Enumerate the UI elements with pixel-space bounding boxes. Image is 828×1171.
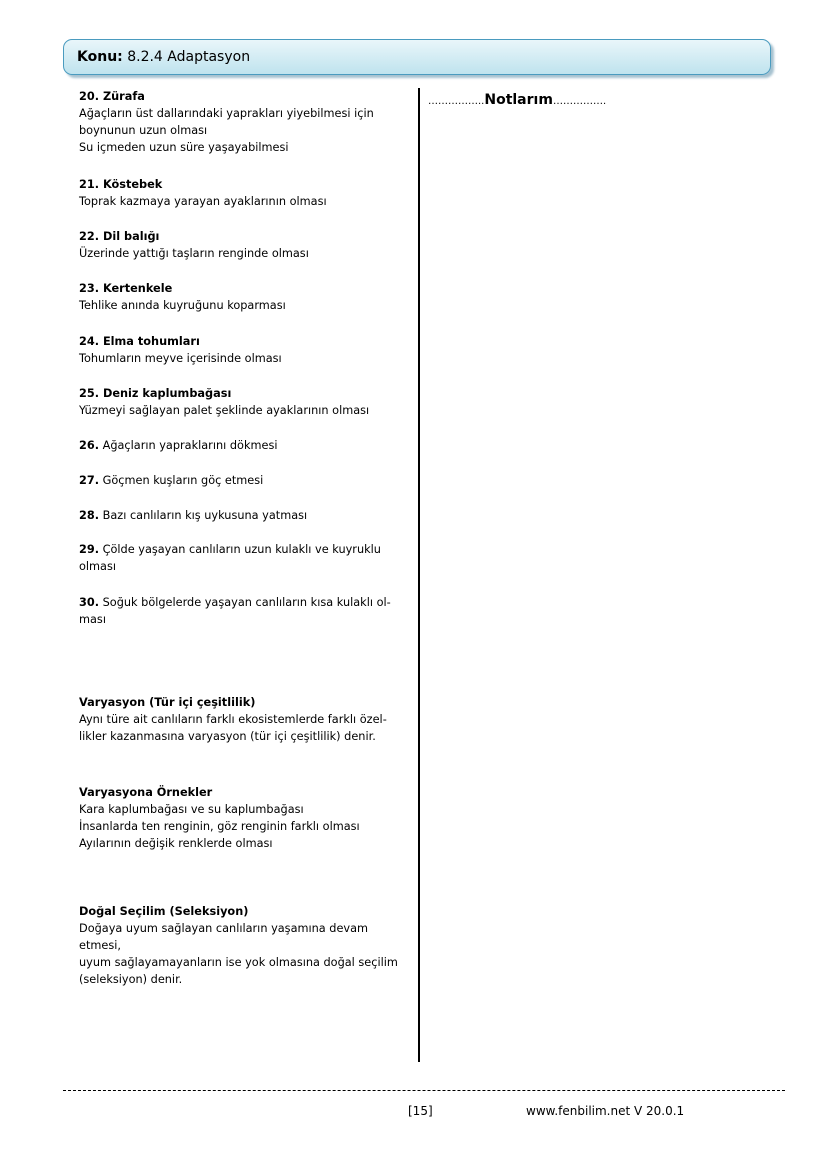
item-line: olması xyxy=(79,560,117,573)
topic-title xyxy=(77,48,250,66)
section-line: İnsanlarda ten renginin, göz renginin farklı olması xyxy=(79,820,360,833)
section-line: (seleksiyon) denir. xyxy=(79,973,183,986)
list-item xyxy=(79,280,409,314)
notes-heading xyxy=(428,91,606,111)
item-line: Ağaçların üst dallarındaki yaprakları yiyebilmesi için xyxy=(79,107,374,120)
item-number: 26. xyxy=(79,439,100,452)
item-title: 22. Dil balığı xyxy=(79,230,160,243)
section-variation xyxy=(79,694,409,745)
column-divider xyxy=(418,88,420,1062)
section-line: likler kazanmasına varyasyon (tür içi çeşitlilik) denir. xyxy=(79,730,376,743)
section-title: Varyasyona Örnekler xyxy=(79,786,213,799)
item-line: Su içmeden uzun süre yaşayabilmesi xyxy=(79,141,289,154)
item-title: 21. Köstebek xyxy=(79,178,163,191)
item-text: Ağaçların yapraklarını dökmesi xyxy=(102,439,278,452)
item-title: 25. Deniz kaplumbağası xyxy=(79,387,232,400)
topic-header xyxy=(63,39,771,75)
section-line: uyum sağlayamayanların ise yok olmasına doğal seçilim xyxy=(79,956,398,969)
list-item xyxy=(79,228,409,262)
section-line: Doğaya uyum sağlayan canlıların yaşamına devam etmesi, xyxy=(79,922,369,952)
item-text: Soğuk bölgelerde yaşayan canlıların kısa kulaklı ol- xyxy=(102,596,391,609)
section-line: Kara kaplumbağası ve su kaplumbağası xyxy=(79,803,304,816)
item-number: 29. xyxy=(79,543,100,556)
list-item xyxy=(79,507,409,524)
section-line: Ayılarının değişik renklerde olması xyxy=(79,837,273,850)
item-number: 28. xyxy=(79,509,100,522)
list-item xyxy=(79,333,409,367)
page-number: [15] xyxy=(408,1104,433,1118)
list-item xyxy=(79,385,409,419)
list-item xyxy=(79,437,409,454)
list-item xyxy=(79,541,409,575)
topic-name: 8.2.4 Adaptasyon xyxy=(127,49,251,65)
topic-label: Konu: xyxy=(77,49,123,65)
item-line: Tehlike anında kuyruğunu koparması xyxy=(79,299,286,312)
item-line: Toprak kazmaya yarayan ayaklarının olması xyxy=(79,195,327,208)
notes-label: Notlarım xyxy=(484,92,553,108)
notes-dots-right: ……………. xyxy=(552,96,607,107)
section-title: Varyasyon (Tür içi çeşitlilik) xyxy=(79,696,256,709)
section-line: Aynı türe ait canlıların farklı ekosistemlerde farklı özel- xyxy=(79,713,387,726)
section-title: Doğal Seçilim (Seleksiyon) xyxy=(79,905,249,918)
item-text: Göçmen kuşların göç etmesi xyxy=(102,474,264,487)
list-item xyxy=(79,472,409,489)
item-title: 23. Kertenkele xyxy=(79,282,173,295)
item-line: Yüzmeyi sağlayan palet şeklinde ayaklarının olması xyxy=(79,404,370,417)
section-natural-selection xyxy=(79,903,409,988)
list-item xyxy=(79,176,409,210)
item-line: ması xyxy=(79,613,106,626)
section-variation-examples xyxy=(79,784,409,852)
item-number: 27. xyxy=(79,474,100,487)
item-title: 20. Zürafa xyxy=(79,90,145,103)
footer-divider xyxy=(63,1090,785,1091)
item-title: 24. Elma tohumları xyxy=(79,335,200,348)
item-text: Çölde yaşayan canlıların uzun kulaklı ve kuyruklu xyxy=(102,543,381,556)
list-item xyxy=(79,594,409,628)
item-line: boynunun uzun olması xyxy=(79,124,208,137)
site-credit: www.fenbilim.net V 20.0.1 xyxy=(526,1104,685,1118)
item-line: Tohumların meyve içerisinde olması xyxy=(79,352,282,365)
item-text: Bazı canlıların kış uykusuna yatması xyxy=(102,509,308,522)
item-line: Üzerinde yattığı taşların renginde olması xyxy=(79,247,309,260)
list-item xyxy=(79,88,409,156)
item-number: 30. xyxy=(79,596,100,609)
notes-dots-left: …………….. xyxy=(428,96,485,107)
